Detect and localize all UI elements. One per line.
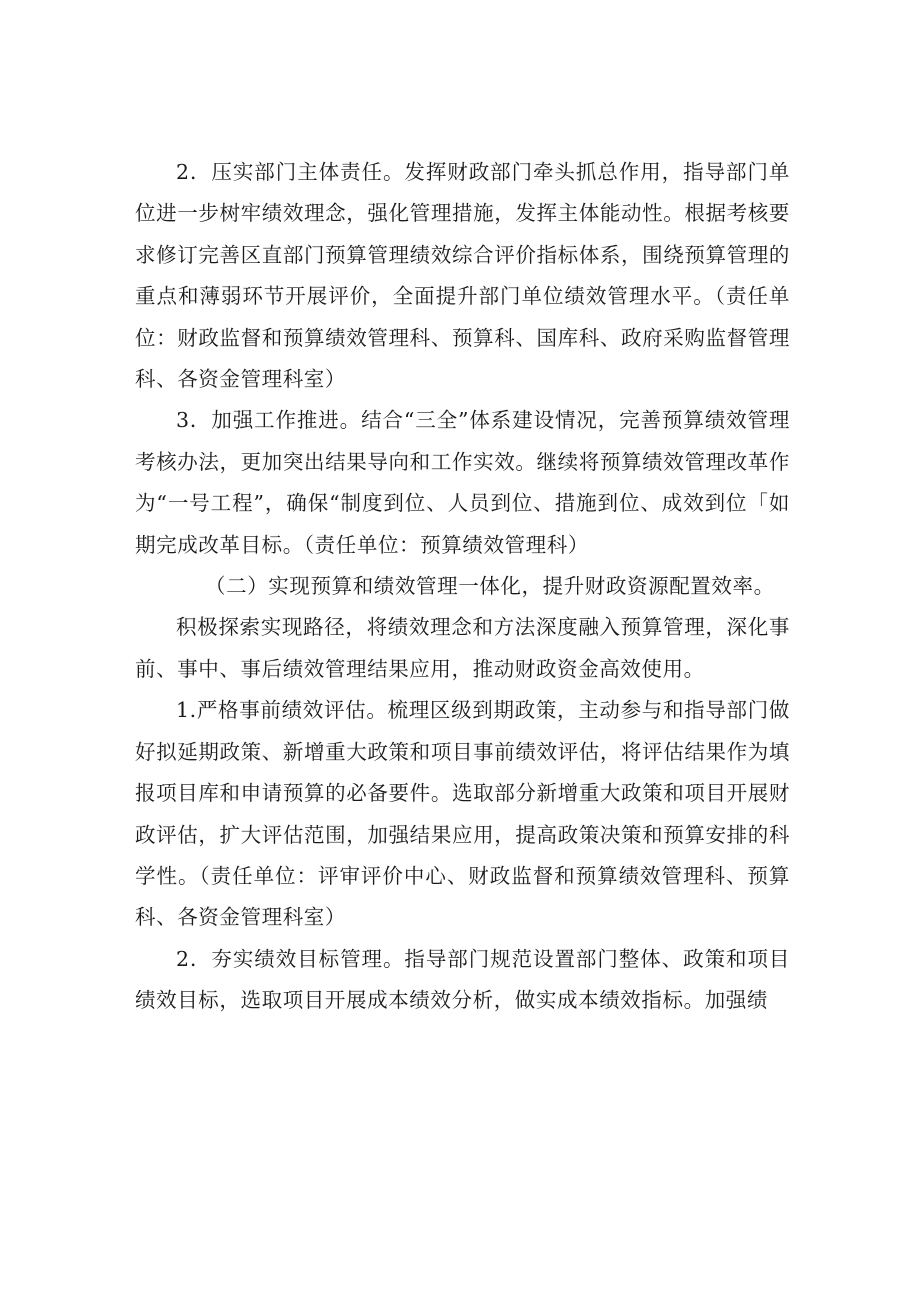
paragraph-item-3-work-promotion: 3．加强工作推进。结合“三全”体系建设情况，完善预算绩效管理考核办法，更加突出结果导向和工作实效。继续将预算绩效管理改革作为“一号工程”，确保“制度到位、人员到位、措施到位、成效到位「如期完成改革目标。（责任单位：预算绩效管理科） xyxy=(135,408,790,557)
paragraph-item-2-responsibility: 2．压实部门主体责任。发挥财政部门牵头抓总作用，指导部门单位进一步树牢绩效理念，强化管理措施，发挥主体能动性。根据考核要求修订完善区直部门预算管理绩效综合评价指标体系，围绕预算管理的重点和薄弱环节开展评价，全面提升部门单位绩效管理水平。（责任单位：财政监督和预算绩效管理科、预算科、国库科、政府采购监督管理科、各资金管理科室） xyxy=(135,160,790,392)
paragraph-item-1-pre-evaluation: 1.严格事前绩效评估。梳理区级到期政策，主动参与和指导部门做好拟延期政策、新增重大政策和项目事前绩效评估，将评估结果作为填报项目库和申请预算的必备要件。选取部分新增重大政策和项目开展财政评估，扩大评估范围，加强结果应用，提高政策决策和预算安排的科学性。（责任单位：评审评价中心、财政监督和预算绩效管理科、预算科、各资金管理科室） xyxy=(135,698,790,930)
paragraph-item-2-target-management: 2．夯实绩效目标管理。指导部门规范设置部门整体、政策和项目绩效目标，选取项目开展成本绩效分析，做实成本绩效指标。加强绩 xyxy=(135,946,790,1013)
document-body xyxy=(135,152,790,1022)
paragraph-section-intro: 积极探索实现路径，将绩效理念和方法深度融入预算管理，深化事前、事中、事后绩效管理结果应用，推动财政资金高效使用。 xyxy=(135,615,790,681)
section-heading-2: （二）实现预算和绩效管理一体化，提升财政资源配置效率。 xyxy=(205,574,775,599)
